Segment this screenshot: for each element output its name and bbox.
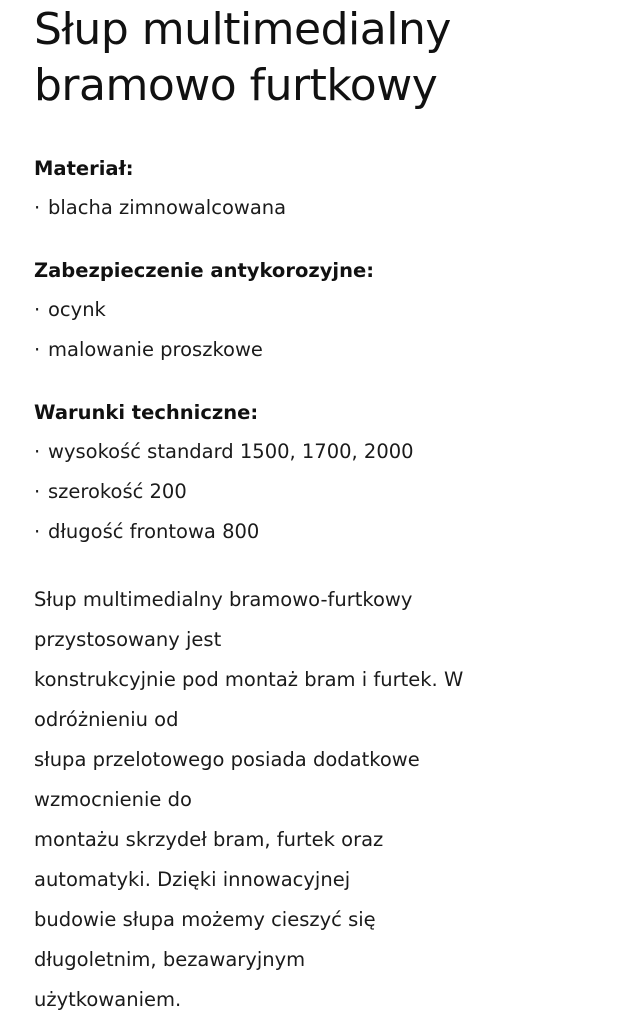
description-line: automatyki. Dzięki innowacyjnej (34, 868, 351, 891)
section-corrosion-protection (34, 252, 614, 370)
bullet-icon: · (34, 298, 41, 321)
description-line: użytkowaniem. (34, 988, 182, 1011)
list-item (34, 290, 614, 330)
bullet-icon: · (34, 480, 41, 503)
description-line: wzmocnienie do (34, 788, 192, 811)
section-heading-technical-conditions: Warunki techniczne: (34, 401, 259, 424)
bullet-icon: · (34, 520, 41, 543)
list-item (34, 472, 614, 512)
description-line: budowie słupa możemy cieszyć się (34, 908, 376, 931)
list-item-text: blacha zimnowalcowana (48, 196, 287, 219)
section-material (34, 150, 614, 228)
product-description (34, 580, 614, 1020)
description-line: montażu skrzydeł bram, furtek oraz (34, 828, 384, 851)
list-item (34, 432, 614, 472)
section-heading-material: Materiał: (34, 157, 134, 180)
list-item (34, 512, 614, 552)
section-technical-conditions (34, 394, 614, 552)
description-line: długoletnim, bezawaryjnym (34, 948, 306, 971)
bullet-icon: · (34, 440, 41, 463)
material-list (34, 188, 614, 228)
page-title-line: bramowo furtkowy (34, 60, 438, 111)
description-line: konstrukcyjnie pod montaż bram i furtek. W (34, 668, 464, 691)
description-line: słupa przelotowego posiada dodatkowe (34, 748, 420, 771)
product-description-page (34, 0, 614, 1020)
list-item (34, 188, 614, 228)
list-item-text: długość frontowa 800 (48, 520, 260, 543)
bullet-icon: · (34, 196, 41, 219)
page-title (34, 0, 614, 114)
technical-conditions-list (34, 432, 614, 552)
description-line: Słup multimedialny bramowo-furtkowy (34, 588, 413, 611)
list-item-text: ocynk (48, 298, 106, 321)
section-heading-corrosion-protection: Zabezpieczenie antykorozyjne: (34, 259, 374, 282)
list-item-text: szerokość 200 (48, 480, 187, 503)
corrosion-protection-list (34, 290, 614, 370)
description-line: odróżnieniu od (34, 708, 179, 731)
page-title-line: Słup multimedialny (34, 4, 451, 55)
bullet-icon: · (34, 338, 41, 361)
list-item-text: malowanie proszkowe (48, 338, 263, 361)
list-item (34, 330, 614, 370)
description-line: przystosowany jest (34, 628, 222, 651)
list-item-text: wysokość standard 1500, 1700, 2000 (48, 440, 414, 463)
